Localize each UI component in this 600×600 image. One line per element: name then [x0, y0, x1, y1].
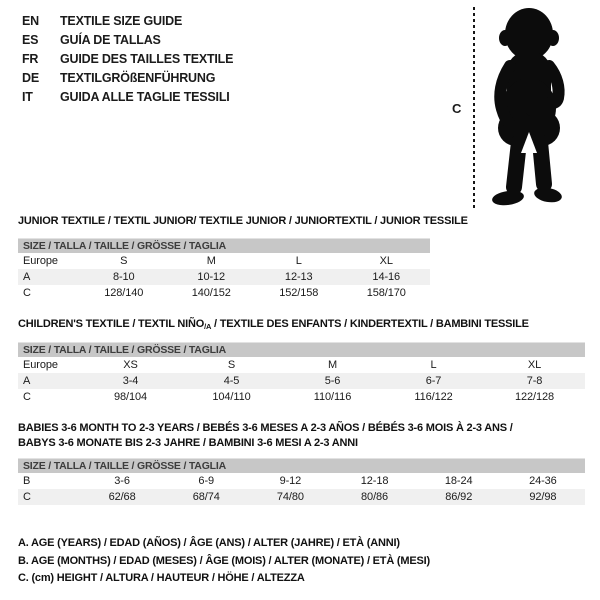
children-table-title	[18, 318, 529, 331]
cell: 6-7	[383, 373, 484, 389]
note-age-years: A. AGE (YEARS) / EDAD (AÑOS) / ÂGE (ANS) / ALTER (JAHRE) / ETÀ (ANNI)	[18, 537, 400, 549]
cell: 122/128	[514, 390, 555, 403]
row-label: C	[18, 489, 80, 505]
cell: 62/68	[80, 489, 164, 505]
cell: 9-12	[279, 474, 302, 487]
baby-silhouette	[478, 4, 580, 211]
cell: 68/74	[164, 489, 248, 505]
size-header: SIZE / TALLA / TAILLE / GRÖSSE / TAGLIA	[18, 239, 430, 253]
cell: 104/110	[212, 390, 251, 403]
row-label: Europe	[23, 254, 58, 267]
children-title-suffix: / TEXTILE DES ENFANTS / KINDERTEXTIL / BAMBINI TESSILE	[211, 318, 529, 330]
cell: 116/122	[414, 390, 453, 403]
table-row	[18, 473, 585, 489]
cell: 86/92	[417, 489, 501, 505]
cell: 6-9	[198, 474, 215, 487]
language-list	[22, 11, 233, 106]
legend-notes	[18, 535, 430, 588]
cell: 3-6	[114, 474, 130, 487]
table-row	[18, 389, 585, 405]
cell: 4-5	[181, 373, 282, 389]
cell: XS	[123, 358, 138, 371]
babies-title-line1: BABIES 3-6 MONTH TO 2-3 YEARS / BEBÉS 3-6 MESES A 2-3 AÑOS / BÉBÉS 3-6 MOIS À 2-3 ANS /	[18, 422, 513, 434]
language-code: IT	[22, 89, 33, 104]
table-row	[18, 489, 585, 505]
cell: 8-10	[80, 269, 168, 285]
language-row	[22, 87, 233, 106]
cell: 80/86	[332, 489, 416, 505]
cell: 10-12	[168, 269, 256, 285]
cell: S	[120, 254, 128, 267]
table-row	[18, 253, 430, 269]
cell: M	[206, 254, 216, 267]
cell: 92/98	[501, 489, 585, 505]
table-row	[18, 269, 430, 285]
size-header: SIZE / TALLA / TAILLE / GRÖSSE / TAGLIA	[18, 343, 585, 357]
cell: 7-8	[484, 373, 585, 389]
table-row	[18, 357, 585, 373]
cell: XL	[379, 254, 393, 267]
cell: 12-18	[360, 474, 389, 487]
language-label: TEXTILE SIZE GUIDE	[60, 13, 183, 28]
cell: L	[295, 254, 302, 267]
language-code: FR	[22, 51, 39, 66]
cell: L	[430, 358, 437, 371]
cell: 152/158	[279, 286, 319, 299]
language-row	[22, 49, 233, 68]
babies-table-title	[18, 421, 593, 451]
row-label: Europe	[23, 358, 58, 371]
row-label: B	[23, 474, 31, 487]
row-label: C	[23, 390, 31, 403]
cell: 5-6	[282, 373, 383, 389]
height-measure-label-c: C	[452, 101, 462, 116]
row-label: A	[18, 269, 80, 285]
language-code: ES	[22, 32, 39, 47]
table-row	[18, 285, 430, 301]
cell: S	[227, 358, 236, 371]
junior-table-title: JUNIOR TEXTILE / TEXTIL JUNIOR/ TEXTILE JUNIOR / JUNIORTEXTIL / JUNIOR TESSILE	[18, 215, 468, 227]
children-size-table	[18, 342, 585, 405]
language-row	[22, 11, 233, 30]
cell: 158/170	[366, 286, 406, 299]
size-header: SIZE / TALLA / TAILLE / GRÖSSE / TAGLIA	[18, 459, 585, 473]
table-header-row	[18, 239, 430, 253]
cell: XL	[527, 358, 542, 371]
language-code: EN	[22, 13, 39, 28]
row-label: C	[23, 286, 31, 299]
cell: 74/80	[248, 489, 332, 505]
cell: 3-4	[80, 373, 181, 389]
language-label: GUIDA ALLE TAGLIE TESSILI	[60, 89, 230, 104]
cell: 140/152	[191, 286, 231, 299]
language-row	[22, 68, 233, 87]
cell: 12-13	[255, 269, 343, 285]
cell: 14-16	[343, 269, 431, 285]
note-age-months: B. AGE (MONTHS) / EDAD (MESES) / ÂGE (MOIS) / ALTER (MONATE) / ETÀ (MESI)	[18, 554, 430, 567]
table-row	[18, 373, 585, 389]
babies-size-table	[18, 458, 585, 505]
babies-title-line2: BABYS 3-6 MONATE BIS 2-3 JAHRE / BAMBINI 3-6 MESI A 2-3 ANNI	[18, 437, 358, 449]
language-label: GUIDE DES TAILLES TEXTILE	[60, 51, 234, 66]
cell: 110/116	[313, 390, 352, 403]
cell: M	[327, 358, 338, 371]
cell: 128/140	[104, 286, 144, 299]
cell: 98/104	[113, 390, 148, 403]
language-label: TEXTILGRÖßENFÜHRUNG	[60, 70, 216, 85]
language-row	[22, 30, 233, 49]
table-header-row	[18, 459, 585, 473]
cell: 18-24	[444, 474, 473, 487]
language-label: GUÍA DE TALLAS	[60, 32, 161, 47]
table-header-row	[18, 343, 585, 357]
children-title-subscript: /A	[204, 322, 212, 331]
cell: 24-36	[529, 474, 557, 487]
junior-size-table	[18, 238, 430, 301]
row-label: A	[18, 373, 80, 389]
language-code: DE	[22, 70, 39, 85]
note-height-cm: C. (cm) HEIGHT / ALTURA / HAUTEUR / HÖHE / ALTEZZA	[18, 572, 305, 584]
height-measure-dashed-line	[473, 7, 475, 209]
children-title-prefix: CHILDREN'S TEXTILE / TEXTIL NIÑO	[18, 318, 205, 330]
